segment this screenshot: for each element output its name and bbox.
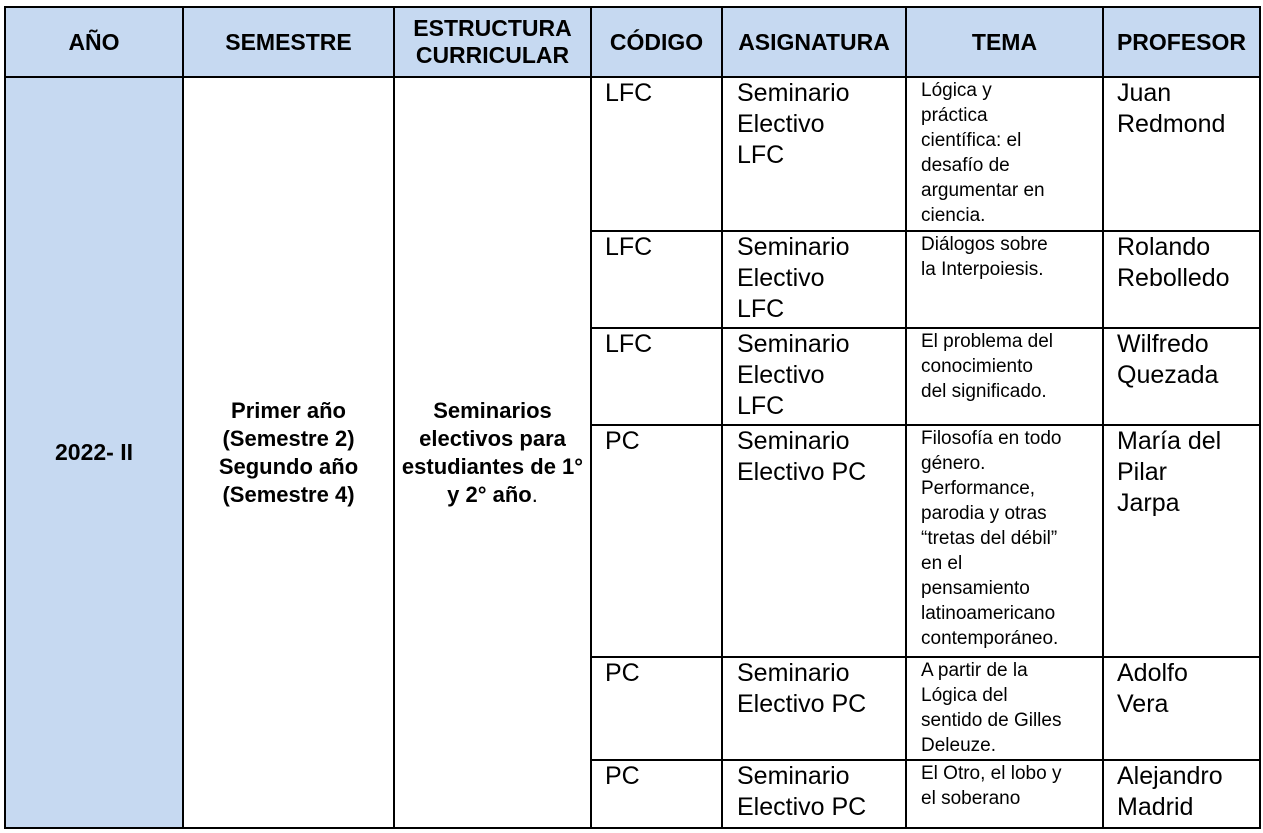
table-row	[5, 77, 1260, 231]
topic-cell	[906, 657, 1103, 760]
professor-cell	[1103, 760, 1260, 828]
subject-text: Seminario Electivo LFC	[737, 330, 850, 420]
topic-text: El problema del conocimiento del significado.	[921, 331, 1054, 402]
subject-cell	[722, 77, 906, 231]
professor-cell	[1103, 77, 1260, 231]
topic-text: Filosofía en todo género. Performance, parodia y otras “tretas del débil” en el pensamiento latinoamericano contemporáneo.	[921, 428, 1062, 649]
professor-text: Rolando Rebolledo	[1117, 233, 1230, 292]
year-cell: 2022- II	[5, 77, 183, 828]
professor-text: Alejandro Madrid	[1117, 762, 1223, 821]
topic-text: A partir de la Lógica del sentido de Gilles Deleuze.	[921, 660, 1062, 756]
professor-text: María del Pilar Jarpa	[1117, 427, 1222, 517]
code-cell	[591, 328, 722, 425]
header-professor: PROFESOR	[1103, 7, 1260, 77]
topic-cell	[906, 425, 1103, 657]
professor-text: Wilfredo Quezada	[1117, 330, 1219, 389]
topic-cell	[906, 77, 1103, 231]
subject-text: Seminario Electivo PC	[737, 762, 867, 821]
subject-cell	[722, 425, 906, 657]
subject-text: Seminario Electivo LFC	[737, 233, 850, 323]
topic-cell	[906, 328, 1103, 425]
code-cell	[591, 760, 722, 828]
structure-period: .	[531, 481, 538, 507]
header-topic: TEMA	[906, 7, 1103, 77]
professor-text: Adolfo Vera	[1117, 659, 1188, 718]
professor-cell	[1103, 231, 1260, 328]
professor-cell	[1103, 328, 1260, 425]
subject-cell	[722, 231, 906, 328]
structure-cell	[394, 77, 591, 828]
semester-cell: Primer año (Semestre 2) Segundo año (Semestre 4)	[183, 77, 394, 828]
topic-text: Lógica y práctica científica: el desafío de argumentar en ciencia.	[921, 80, 1045, 226]
subject-cell	[722, 760, 906, 828]
code-text: PC	[605, 762, 640, 790]
subject-cell	[722, 328, 906, 425]
topic-text: El Otro, el lobo y el soberano	[921, 763, 1062, 809]
professor-cell	[1103, 657, 1260, 760]
code-cell	[591, 77, 722, 231]
header-year: AÑO	[5, 7, 183, 77]
professor-text: Juan Redmond	[1117, 79, 1226, 138]
topic-cell	[906, 760, 1103, 828]
code-text: LFC	[605, 330, 653, 358]
header-code: CÓDIGO	[591, 7, 722, 77]
code-cell	[591, 231, 722, 328]
subject-text: Seminario Electivo LFC	[737, 79, 850, 169]
subject-cell	[722, 657, 906, 760]
code-text: LFC	[605, 233, 653, 261]
curriculum-table	[4, 6, 1261, 829]
topic-cell	[906, 231, 1103, 328]
header-semester: SEMESTRE	[183, 7, 394, 77]
subject-text: Seminario Electivo PC	[737, 659, 867, 718]
header-row	[5, 7, 1260, 77]
header-structure: ESTRUCTURA CURRICULAR	[394, 7, 591, 77]
code-cell	[591, 425, 722, 657]
code-text: LFC	[605, 79, 653, 107]
code-text: PC	[605, 427, 640, 455]
header-subject: ASIGNATURA	[722, 7, 906, 77]
subject-text: Seminario Electivo PC	[737, 427, 867, 486]
topic-text: Diálogos sobre la Interpoiesis.	[921, 234, 1048, 280]
code-cell	[591, 657, 722, 760]
code-text: PC	[605, 659, 640, 687]
professor-cell	[1103, 425, 1260, 657]
structure-text: Seminarios electivos para estudiantes de 1° y 2° año	[401, 397, 584, 507]
